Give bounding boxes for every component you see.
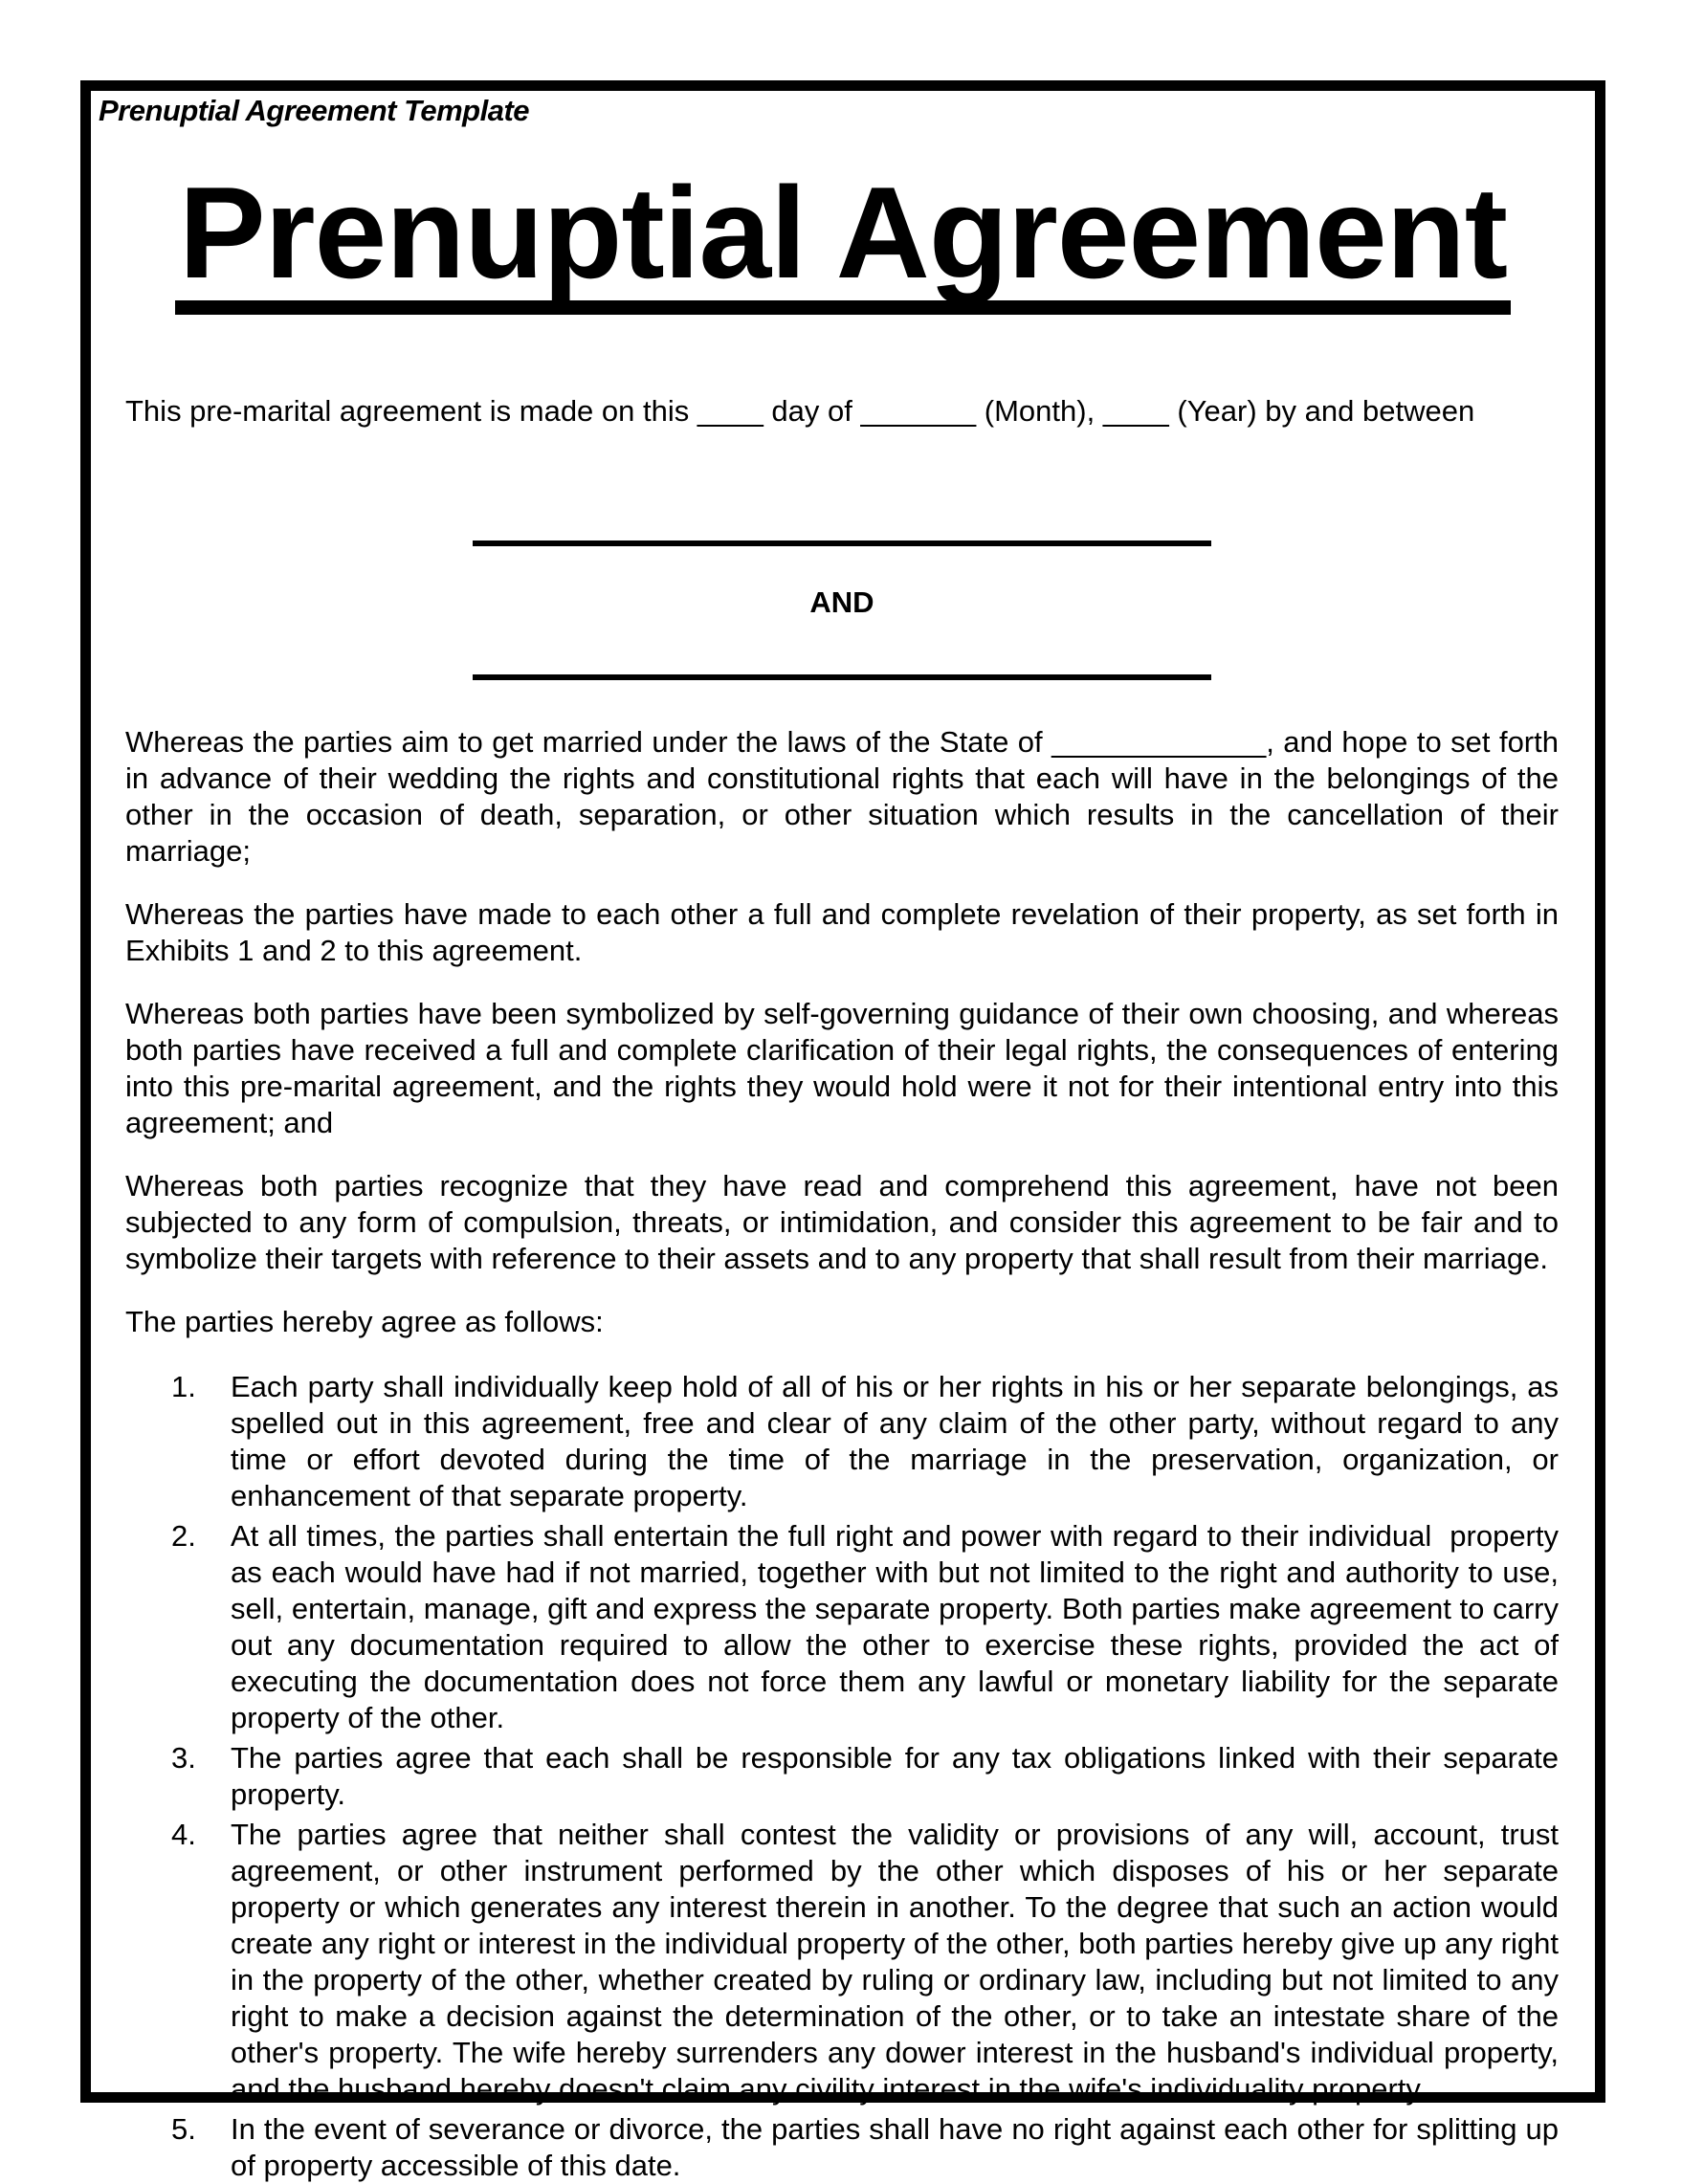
document-body [125,393,1559,2184]
clause-number-5: 5. [171,2112,196,2147]
clause-item-3 [125,1740,1559,1813]
template-header-label: Prenuptial Agreement Template [99,94,530,127]
title-container [91,160,1595,315]
recital-paragraph-3: Whereas both parties have been symbolized by self-governing guidance of their own choosing, and whereas both parties have received a full and complete clarification of their legal rights, the consequences of entering into this pre-marital agreement, and the rights they would hold were it not for their intentional entry into this agreement; and [125,997,1559,1140]
and-separator: AND [809,585,874,620]
clause-number-1: 1. [171,1370,196,1404]
clause-list [125,1369,1559,2184]
clause-text-4: The parties agree that neither shall contest the validity or provisions of any will, account, trust agreement, or other instrument performed by the other which disposes of his or her separate property or which generates any interest therein in another. To the degree that such an action would create any right or interest in the individual property of the other, both parties hereby give up any right in the property of the other, whether created by ruling or ordinary law, including but not limited to any right to make a decision against the determination of the other, or to take an intestate share of the other's property. The wife hereby surrenders any dower interest in the husband's individual property, and the husband hereby doesn't claim any civility interest in the wife's individuality property. [231,1818,1559,2107]
clause-number-2: 2. [171,1519,196,1554]
party-two-name-line [473,674,1211,680]
intro-paragraph: This pre-marital agreement is made on this ____ day of _______ (Month), ____ (Year) by and between [125,394,1475,429]
clause-number-4: 4. [171,1818,196,1852]
clause-text-3: The parties agree that each shall be responsible for any tax obligations linked with their separate property. [231,1741,1559,1812]
clause-item-2 [125,1518,1559,1736]
document-page-border [80,80,1605,2183]
agreement-intro-line: The parties hereby agree as follows: [125,1305,604,1339]
clause-item-5 [125,2111,1559,2184]
document-title: Prenuptial Agreement [175,169,1511,315]
clause-text-2: At all times, the parties shall entertain the full right and power with regard to their individual property as each would have had if not married, together with but not limited to the right and authority to use, sell, entertain, manage, gift and express the separate property. Both parties make agreement to carry out any documentation required to allow the other to exercise these rights, provided the act of executing the documentation does not force them any lawful or monetary liability for the separate property of the other. [231,1519,1559,1735]
clause-number-3: 3. [171,1741,196,1776]
recital-paragraph-2: Whereas the parties have made to each other a full and complete revelation of their property, as set forth in Exhibits 1 and 2 to this agreement. [125,897,1559,968]
clause-item-1 [125,1369,1559,1514]
clause-text-5: In the event of severance or divorce, the parties shall have no right against each other for splitting up of property accessible of this date. [231,2112,1559,2183]
recital-paragraph-1: Whereas the parties aim to get married under the laws of the State of _____________, and hope to set forth in advance of their wedding the rights and constitutional rights that each will have in the belongings of the other in the occasion of death, separation, or other situation which results in the cancellation of their marriage; [125,725,1559,869]
clause-item-4 [125,1817,1559,2107]
recital-paragraph-4: Whereas both parties recognize that they have read and comprehend this agreement, have not been subjected to any form of compulsion, threats, or intimidation, and consider this agreement to be fair and to symbolize their targets with reference to their assets and to any property that shall result from their marriage. [125,1169,1559,1276]
clause-text-1: Each party shall individually keep hold of all of his or her rights in his or her separate belongings, as spelled out in this agreement, free and clear of any claim of the other party, without regard to any time or effort devoted during the time of the marriage in the preservation, organization, or enhancement of that separate property. [231,1370,1559,1513]
party-one-name-line [473,540,1211,546]
